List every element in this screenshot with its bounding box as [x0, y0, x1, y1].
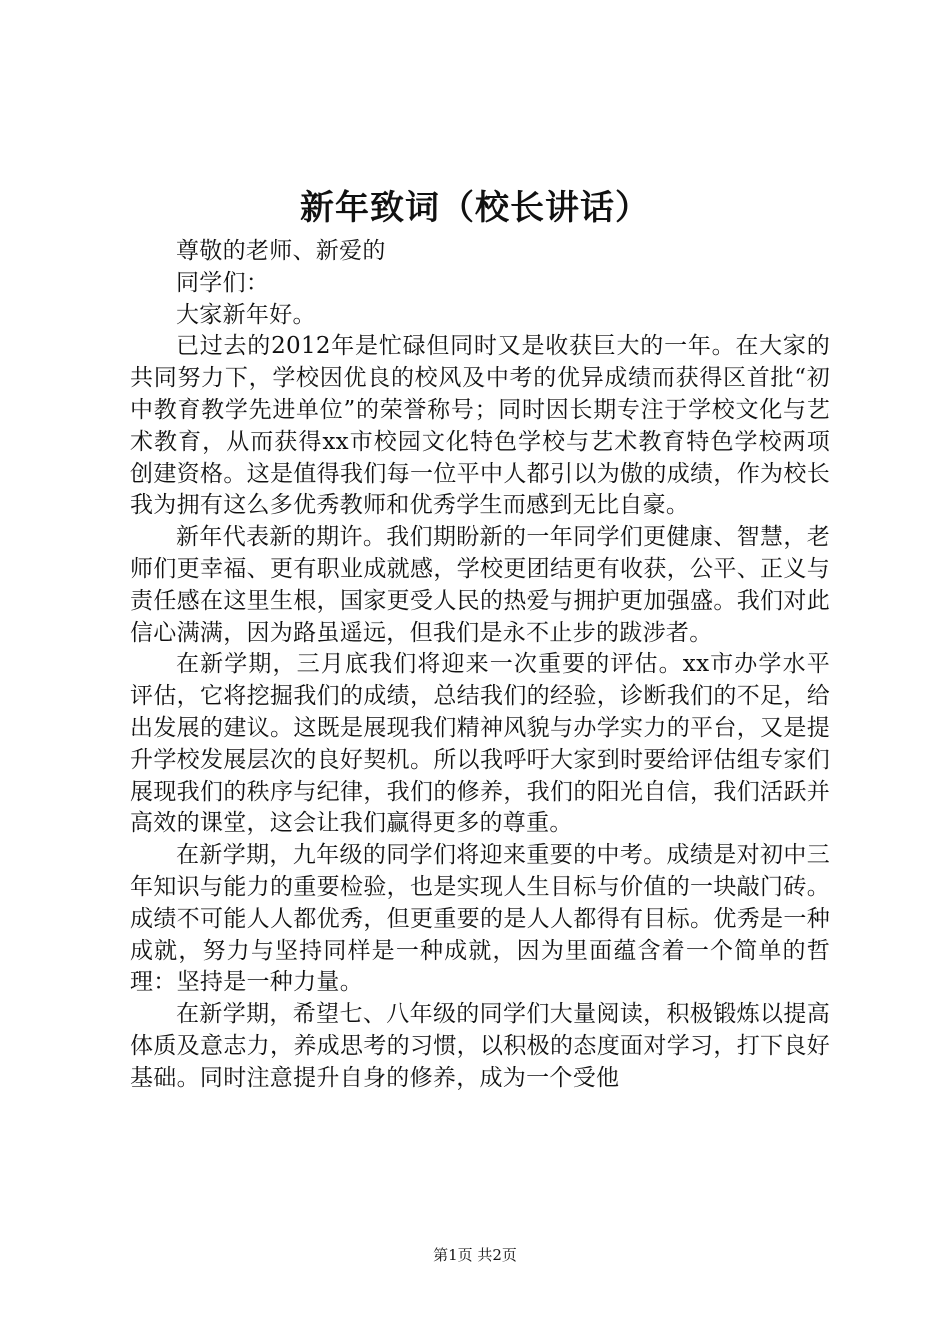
paragraph-review-2012: 已过去的2012年是忙碌但同时又是收获巨大的一年。在大家的共同努力下，学校因优良的校风及中考的优异成绩而获得区首批“初中教育教学先进单位”的荣誉称号；同时因长期专注于学校文化与艺术教育，从而获得xx市校园文化特色学校与艺术教育特色学校两项创建资格。这是值得我们每一位平中人都引以为傲的成绩，作为校长我为拥有这么多优秀教师和优秀学生而感到无比自豪。	[130, 333, 830, 519]
paragraph-new-year-hopes: 新年代表新的期许。我们期盼新的一年同学们更健康、智慧，老师们更幸福、更有职业成就感，学校更团结更有收获，公平、正义与责任感在这里生根，国家更受人民的热爱与拥护更加强盛。我们对此信心满满，因为路虽遥远，但我们是永不止步的跋涉者。	[130, 524, 830, 646]
salutation-line-1: 尊敬的老师、新爱的	[176, 238, 386, 264]
paragraph-grade-seven-eight: 在新学期，希望七、八年级的同学们大量阅读，积极锻炼以提高体质及意志力，养成思考的习惯，以积极的态度面对学习，打下良好基础。同时注意提升自身的修养，成为一个受他	[130, 1001, 830, 1091]
salutation-line-2: 同学们：	[176, 269, 270, 296]
paragraph-evaluation: 在新学期，三月底我们将迎来一次重要的评估。xx市办学水平评估，它将挖掘我们的成绩，总结我们的经验，诊断我们的不足，给出发展的建议。这既是展现我们精神风貌与办学实力的平台，又是提升学校发展层次的良好契机。所以我呼吁大家到时要给评估组专家们展现我们的秩序与纪律，我们的修养，我们的阳光自信，我们活跃并高效的课堂，这会让我们赢得更多的尊重。	[130, 651, 830, 837]
paragraph-grade-nine: 在新学期，九年级的同学们将迎来重要的中考。成绩是对初中三年知识与能力的重要检验，也是实现人生目标与价值的一块敲门砖。成绩不可能人人都优秀，但更重要的是人人都得有目标。优秀是一种成就，努力与坚持同样是一种成就，因为里面蕴含着一个简单的哲理：坚持是一种力量。	[130, 842, 830, 996]
document-title: 新年致词（校长讲话）	[300, 188, 650, 228]
greeting: 大家新年好。	[176, 301, 316, 328]
page-footer: 第1页 共2页	[433, 1246, 517, 1264]
document-body	[130, 236, 830, 1095]
